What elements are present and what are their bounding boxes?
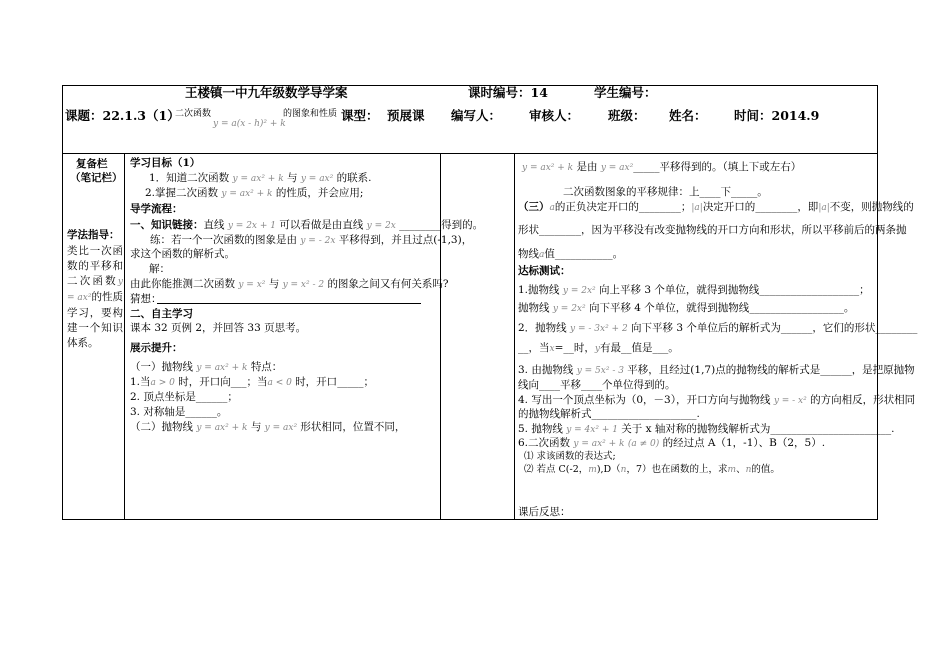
opening-direction-line: 1.当a > 0 时，开口向___；当a < 0 时，开口_____； bbox=[130, 376, 374, 388]
show-part-1: （一）抛物线 y = ax² + k 特点： bbox=[130, 361, 283, 373]
guide-formula: y = ax² bbox=[67, 277, 123, 303]
flow-title: 导学流程： bbox=[130, 203, 183, 215]
question-3b: 线向____平移____个单位得到的。 bbox=[518, 379, 676, 391]
shape-line: 形状________，因为平移没有改变抛物线的开口方向和形状，所以平移前后的两条抛 bbox=[518, 224, 907, 236]
student-number: 学生编号： bbox=[594, 85, 657, 100]
header-divider bbox=[62, 153, 878, 154]
knowledge-link-line: 一、知识链接：直线 y = 2x + 1 可以看做是由直线 y = 2x ________得到的。 bbox=[130, 219, 484, 231]
time-field: 时间：2014.9 bbox=[734, 108, 820, 123]
self-study-title: 二、自主学习 bbox=[130, 308, 193, 320]
solution-label: 解： bbox=[149, 263, 170, 275]
lesson-number: 课时编号：14 bbox=[468, 85, 548, 100]
self-study-text: 课本 32 页例 2，并回答 33 页思考。 bbox=[130, 322, 307, 334]
topic-formula: y = a(x - h)² + k bbox=[213, 119, 286, 129]
question-4b: 的抛物线解析式____________________. bbox=[518, 408, 700, 420]
a-value-line: 物线a值___________。 bbox=[518, 248, 624, 260]
show-title: 展示提升： bbox=[130, 342, 183, 354]
question-2: 2．抛物线 y = - 3x² + 2 向下平移 3 个单位后的解析式为______，它们的形状________ bbox=[518, 322, 918, 334]
reflection-label: 课后反思： bbox=[518, 506, 571, 518]
practice-line-2: 求这个函数的解析式。 bbox=[130, 248, 235, 260]
question-6-part-2: ⑵ 若点 C(-2，m),D（n，7）也在函数的上，求m、n的值。 bbox=[524, 464, 780, 475]
question-6: 6.二次函数 y = ax² + k (a ≠ 0) 的经过点 A（1，-1）、B（2，5）. bbox=[518, 437, 826, 449]
question-2b: __，当x=__时，y有最__值是___。 bbox=[518, 342, 679, 354]
question-4: 4. 写出一个顶点坐标为（0，－3），开口方向与抛物线 y = - x² 的方向相反，形状相同 bbox=[518, 394, 916, 406]
method-guide-text: 类比一次函数的平移和二次函数y = ax²的性质学习，要构建一个知识体系。 bbox=[67, 245, 124, 349]
show-part-2: （二）抛物线 y = ax² + k 与 y = ax² 形状相同，位置不同， bbox=[130, 421, 406, 433]
question-6-part-1: ⑴ 求该函数的表达式; bbox=[524, 451, 616, 462]
reviewer-field: 审核人： bbox=[529, 108, 580, 123]
document-title: 王楼镇一中九年级数学导学案 bbox=[185, 85, 348, 100]
question-1: 1.抛物线 y = 2x² 向上平移 3 个单位，就得到抛物线___________________； bbox=[518, 284, 870, 296]
goal-2: 2.掌握二次函数 y = ax² + k 的性质，并会应用; bbox=[145, 187, 364, 199]
practice-line: 练：若一个一次函数的图象是由 y = - 2x 平移得到，并且过点(-1,3)， bbox=[150, 234, 473, 246]
name-field: 姓名： bbox=[669, 108, 707, 123]
test-title: 达标测试： bbox=[518, 265, 571, 277]
column-divider-2 bbox=[440, 153, 441, 520]
goals-title: 学习目标（1） bbox=[130, 157, 201, 169]
column-divider-1 bbox=[124, 153, 125, 520]
guess-answer-line bbox=[157, 303, 421, 304]
part-three-line: （三）a的正负决定开口的________；|a|决定开口的________，即|a|不变，则抛物线的 bbox=[518, 201, 914, 213]
method-guide-label: 学法指导： bbox=[67, 229, 120, 241]
right-line-1: y = ax² + k 是由 y = ax²_____平移得到的。（填上下或左右） bbox=[522, 161, 802, 173]
axis-line: 3. 对称轴是______。 bbox=[130, 406, 228, 418]
topic-func-text: 二次函数 bbox=[175, 109, 212, 119]
question-5: 5. 抛物线 y = 4x² + 1 关于 x 轴对称的抛物线解析式为_______________________. bbox=[518, 423, 895, 435]
vertex-line: 2. 顶点坐标是______； bbox=[130, 391, 238, 403]
goal-1: 1．知道二次函数 y = ax² + k 与 y = ax² 的联系. bbox=[149, 172, 372, 184]
sidebar-subtitle: （笔记栏） bbox=[70, 172, 123, 184]
type-label: 课型： bbox=[341, 108, 379, 123]
sidebar-title: 复备栏 bbox=[76, 158, 108, 170]
topic-suffix: 的图象和性质 bbox=[283, 109, 338, 119]
guess-label: 猜想： bbox=[130, 293, 162, 305]
question-1b: 抛物线 y = 2x² 向下平移 4 个单位，就得到抛物线__________________。 bbox=[518, 302, 855, 314]
class-field: 班级： bbox=[608, 108, 646, 123]
type-value: 预展课 bbox=[387, 108, 425, 123]
shift-rule-line: 二次函数图象的平移规律：上____下_____。 bbox=[563, 186, 768, 198]
inference-line: 由此你能推测二次函数 y = x² 与 y = x² - 2 的图象之间又有何关系吗? bbox=[130, 278, 449, 290]
column-divider-3 bbox=[514, 153, 515, 520]
topic-label: 课题：22.1.3（1） bbox=[65, 108, 180, 123]
question-3: 3. 由抛物线 y = 5x² - 3 平移，且经过(1,7)点的抛物线的解析式是______，是把原抛物 bbox=[518, 364, 915, 376]
author-field: 编写人： bbox=[451, 108, 502, 123]
